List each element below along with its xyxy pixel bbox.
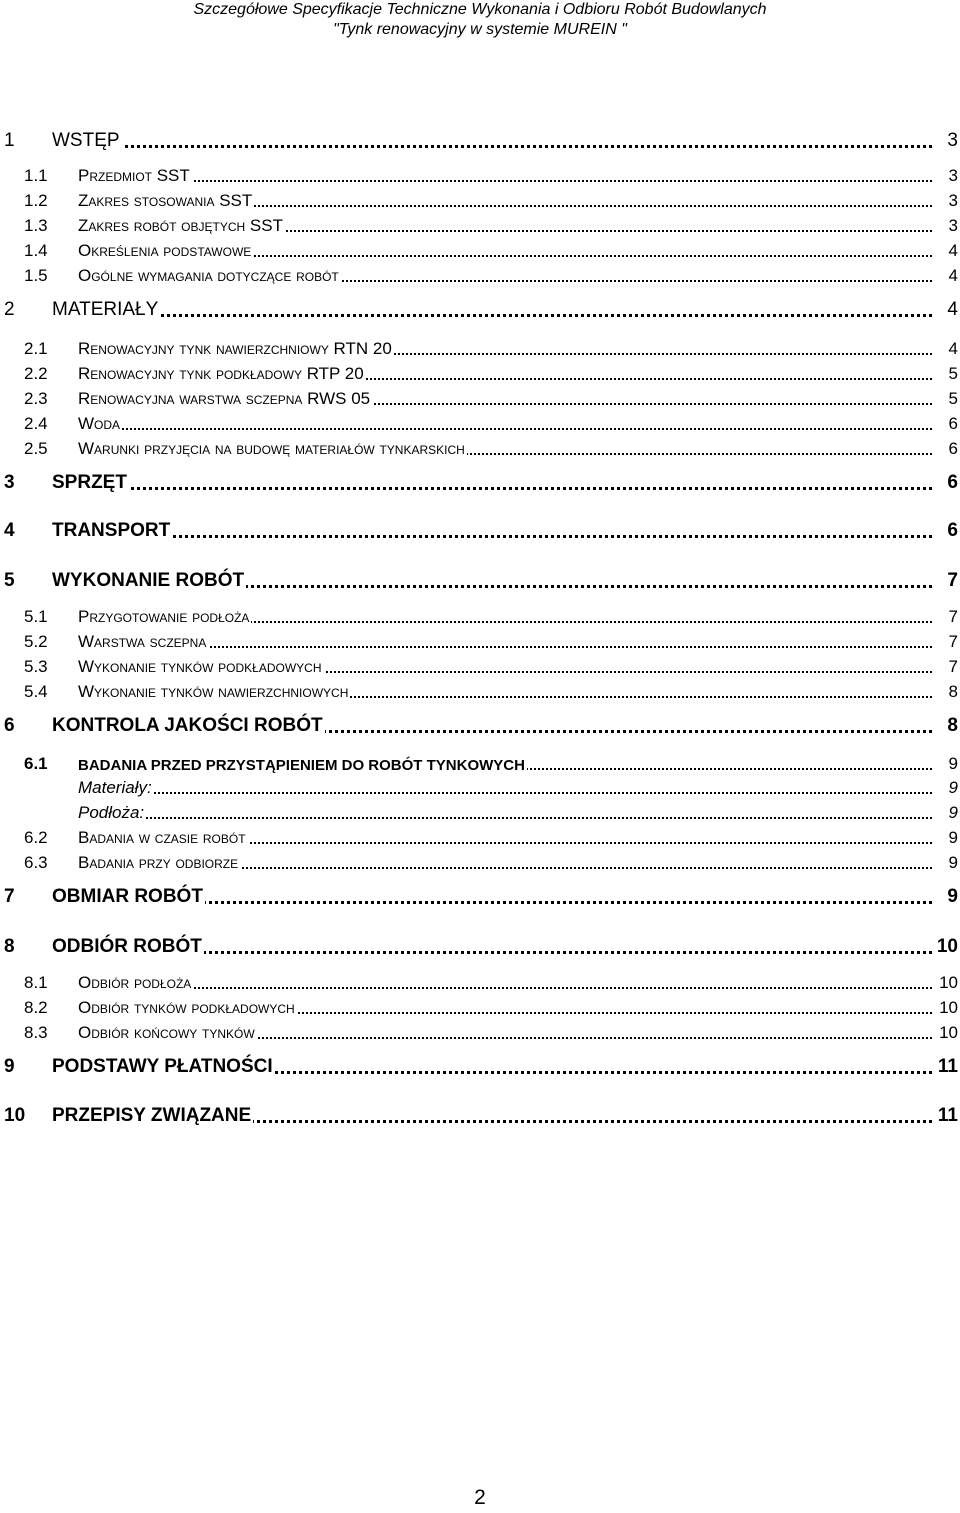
toc-entry-title[interactable]: Zakres stosowania SST	[78, 191, 253, 210]
toc-entry-title[interactable]: SPRZĘT	[52, 472, 127, 493]
toc-entry-page: 6	[946, 439, 958, 459]
toc-entry-title[interactable]: Odbiór końcowy tynków	[78, 1023, 255, 1042]
toc-entry[interactable]	[0, 797, 958, 823]
toc-entry-title[interactable]: MATERIAŁY	[52, 299, 159, 320]
toc-entry-number: 5.4	[24, 682, 48, 701]
toc-entry[interactable]	[0, 358, 958, 384]
toc-entry-page: 11	[935, 1056, 958, 1078]
toc-entry[interactable]	[0, 433, 958, 459]
toc-entry-title[interactable]: Odbiór tynków podkładowych	[78, 998, 295, 1017]
toc-entry-number: 2.2	[24, 364, 48, 383]
toc-entry-number: 5.1	[24, 607, 48, 626]
dot-leader	[60, 145, 932, 148]
toc-entry-page: 10	[936, 1023, 958, 1043]
toc-entry[interactable]	[0, 260, 958, 286]
toc-entry[interactable]	[0, 1101, 958, 1127]
toc-entry[interactable]	[0, 847, 958, 873]
dot-leader	[60, 487, 932, 490]
header-line-2: "Tynk renowacyjny w systemie MUREIN "	[333, 21, 627, 38]
toc-entry[interactable]	[0, 932, 958, 958]
toc-entry-page: 8	[946, 682, 958, 702]
toc-entry-page: 7	[946, 657, 958, 677]
toc-entry-number: 7	[4, 886, 15, 907]
dot-leader	[90, 646, 932, 648]
toc-entry[interactable]	[0, 748, 958, 774]
toc-entry-number: 5.3	[24, 657, 48, 676]
toc-entry-title[interactable]: Ogólne wymagania dotyczące robót	[78, 266, 339, 285]
toc-entry-number: 2.5	[24, 439, 48, 458]
toc-entry[interactable]	[0, 626, 958, 652]
toc-entry-title[interactable]: Przedmiot SST	[78, 166, 190, 185]
toc-entry[interactable]	[0, 160, 958, 186]
toc-entry-number: 5	[4, 570, 15, 591]
header-line-1: Szczegółowe Specyfikacje Techniczne Wykonania i Odbioru Robót Budowlanych	[193, 1, 767, 18]
toc-entry-title[interactable]: Badania przy odbiorze	[78, 853, 239, 872]
toc-entry-title[interactable]: Przygotowanie podłoża	[78, 607, 250, 626]
dot-leader	[90, 817, 932, 819]
toc-entry-title[interactable]: OBMIAR ROBÓT	[52, 886, 203, 907]
toc-entry[interactable]	[0, 210, 958, 236]
toc-entry-number: 8	[4, 936, 15, 957]
dot-leader	[90, 792, 932, 794]
toc-entry-title[interactable]: TRANSPORT	[52, 520, 171, 541]
toc-entry-page: 8	[944, 715, 958, 737]
toc-entry-page: 9	[946, 754, 958, 774]
toc-entry[interactable]	[0, 185, 958, 211]
toc-entry-title[interactable]: PRZEPISY ZWIĄZANE	[52, 1105, 252, 1126]
toc-entry-page: 4	[946, 266, 958, 286]
running-header	[0, 0, 960, 40]
toc-entry[interactable]	[0, 772, 958, 798]
toc-entry-page: 3	[944, 130, 958, 152]
toc-entry-number: 8.2	[24, 998, 48, 1017]
toc-entry-number: 6	[4, 715, 15, 736]
toc-entry-number: 1.3	[24, 216, 48, 235]
toc-entry-page: 6	[944, 472, 958, 494]
toc-entry-page: 5	[946, 364, 958, 384]
toc-entry-page: 3	[946, 191, 958, 211]
toc-entry[interactable]	[0, 235, 958, 261]
toc-entry[interactable]	[0, 967, 958, 993]
toc-entry-title[interactable]: Badania w czasie robót	[78, 828, 246, 847]
toc-entry-number: 6.1	[24, 754, 48, 773]
toc-entry-page: 10	[934, 936, 958, 958]
toc-entry-number: 1	[4, 130, 15, 151]
toc-entry-title[interactable]: Renowacyjny tynk nawierzchniowy RTN 20	[78, 339, 392, 358]
toc-entry-number: 1.4	[24, 241, 48, 260]
toc-entry[interactable]	[0, 126, 958, 152]
toc-entry[interactable]	[0, 295, 958, 321]
toc-entry[interactable]	[0, 711, 958, 737]
toc-entry-number: 8.1	[24, 973, 48, 992]
toc-entry-title[interactable]: PODSTAWY PŁATNOŚCI	[52, 1056, 273, 1077]
toc-entry-title[interactable]: Odbiór podłoża	[78, 973, 192, 992]
toc-entry[interactable]	[0, 468, 958, 494]
toc-entry-number: 1.1	[24, 166, 48, 185]
toc-entry-title[interactable]: Podłoża:	[78, 803, 145, 822]
toc-entry[interactable]	[0, 601, 958, 627]
toc-entry-title[interactable]: Renowacyjny tynk podkładowy RTP 20	[78, 364, 364, 383]
toc-entry-title[interactable]: Renowacyjna warstwa sczepna RWS 05	[78, 389, 371, 408]
toc-entry-number: 1.2	[24, 191, 48, 210]
page-number: 2	[474, 1486, 486, 1509]
toc-entry-number: 2.3	[24, 389, 48, 408]
toc-entry-title[interactable]: ODBIÓR ROBÓT	[52, 936, 202, 957]
toc-entry-title[interactable]: Określenia podstawowe	[78, 241, 252, 260]
toc-entry-number: 4	[4, 520, 15, 541]
toc-entry-page: 7	[944, 570, 958, 592]
toc-entry[interactable]	[0, 383, 958, 409]
toc-entry-title[interactable]: WSTĘP	[52, 130, 120, 151]
toc-entry-number: 5.2	[24, 632, 48, 651]
dot-leader	[90, 987, 932, 989]
toc-entry[interactable]	[0, 676, 958, 702]
toc-entry-title[interactable]: WYKONANIE ROBÓT	[52, 570, 245, 591]
toc-entry-title[interactable]: Wykonanie tynków nawierzchniowych	[78, 682, 349, 701]
toc-entry-title[interactable]: Warstwa sczepna	[78, 632, 207, 651]
toc-entry[interactable]	[0, 408, 958, 434]
toc-entry-page: 10	[936, 998, 958, 1018]
toc-entry-page: 9	[946, 778, 958, 798]
toc-entry-page: 3	[946, 166, 958, 186]
toc-entry-page: 3	[946, 216, 958, 236]
toc-entry-title[interactable]: KONTROLA JAKOŚCI ROBÓT	[52, 715, 323, 736]
toc-entry-page: 10	[936, 973, 958, 993]
toc-entry[interactable]	[0, 822, 958, 848]
toc-entry[interactable]	[0, 333, 958, 359]
dot-leader	[90, 428, 932, 430]
toc-entry-page: 7	[946, 607, 958, 627]
toc-entry[interactable]	[0, 566, 958, 592]
toc-entry-number: 10	[4, 1105, 26, 1126]
toc-entry-page: 9	[944, 886, 958, 908]
toc-entry-title[interactable]: Woda	[78, 414, 121, 433]
toc-entry-page: 4	[946, 339, 958, 359]
toc-entry[interactable]	[0, 651, 958, 677]
toc-entry-number: 1.5	[24, 266, 48, 285]
toc-entry-number: 3	[4, 472, 15, 493]
toc-entry[interactable]	[0, 516, 958, 542]
toc-entry-title[interactable]: Warunki przyjęcia na budowę materiałów tynkarskich	[78, 439, 465, 458]
toc-entry[interactable]	[0, 1052, 958, 1078]
dot-leader	[90, 180, 932, 182]
toc-entry-page: 9	[946, 853, 958, 873]
toc-entry[interactable]	[0, 1017, 958, 1043]
toc-entry-page: 7	[946, 632, 958, 652]
toc-entry-page: 9	[946, 803, 958, 823]
toc-entry-page: 5	[946, 389, 958, 409]
toc-entry-number: 2	[4, 299, 15, 320]
toc-entry-number: 9	[4, 1056, 15, 1077]
toc-entry-number: 6.3	[24, 853, 48, 872]
toc-entry-title[interactable]: Wykonanie tynków podkładowych	[78, 657, 322, 676]
toc-entry-page: 4	[944, 299, 958, 321]
dot-leader	[60, 535, 932, 538]
toc-entry-title[interactable]: Materiały:	[78, 778, 152, 797]
toc-entry-number: 8.3	[24, 1023, 48, 1042]
toc-entry[interactable]	[0, 992, 958, 1018]
toc-entry-title[interactable]: BADANIA PRZED PRZYSTĄPIENIEM DO ROBÓT TYNKOWYCH	[78, 757, 525, 774]
toc-entry-number: 2.1	[24, 339, 48, 358]
dot-leader	[60, 314, 932, 317]
toc-entry-page: 6	[944, 520, 958, 542]
toc-entry-number: 2.4	[24, 414, 48, 433]
toc-entry-page: 4	[946, 241, 958, 261]
toc-entry-page: 11	[935, 1105, 958, 1127]
toc-entry-title[interactable]: Zakres robót objętych SST	[78, 216, 283, 235]
toc-entry[interactable]	[0, 882, 958, 908]
toc-entry-page: 6	[946, 414, 958, 434]
toc-entry-number: 6.2	[24, 828, 48, 847]
toc-entry-page: 9	[946, 828, 958, 848]
